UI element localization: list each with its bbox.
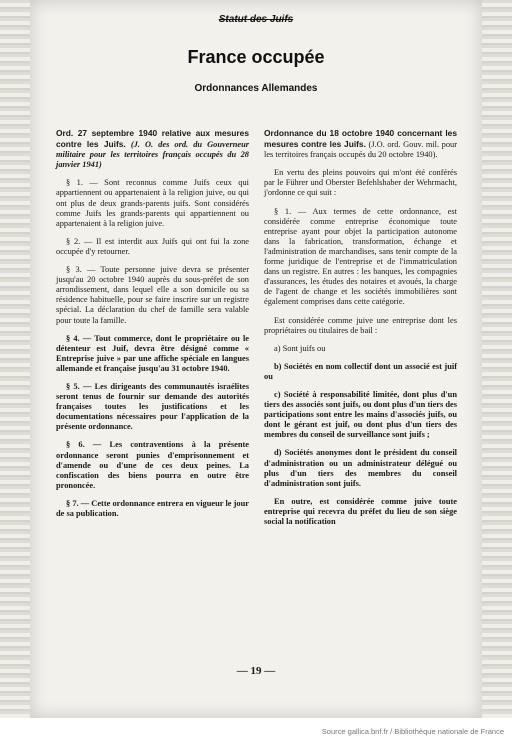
running-header: Statut des Juifs [218,14,294,25]
left-heading-bold: Ord. 27 septembre 1940 relative aux mesures contre les Juifs. [56,128,249,150]
left-paragraph: § 5. — Les dirigeants des communautés israélites seront tenus de fournir sur demande des autorités françaises toutes les justifications et les documentations nécessaires pour l'application de la présente ordonnance. [56,381,249,432]
left-paragraph: § 4. — Tout commerce, dont le propriétaire ou le détenteur est Juif, devra être désigné comme « Entreprise juive » par une affiche spéciale en langues allemande et française jusqu'au 31 octobre 1940. [56,333,249,373]
left-paragraph: § 1. — Sont reconnus comme Juifs ceux qui appartiennent ou appartenaient à la religion juive, ou qui ont plus de deux grands-parents juifs. Sont considérés comme Juifs les grands-parents qui appartiennent ou appartenaient à la religion juive. [56,178,249,228]
page-subtitle: Ordonnances Allemandes [194,83,318,94]
right-paragraph: b) Sociétés en nom collectif dont un associé est juif ou [264,361,457,381]
left-paragraph: § 2. — Il est interdit aux Juifs qui ont fui la zone occupée d'y retourner. [56,236,249,256]
right-paragraph: a) Sont juifs ou [274,343,326,353]
right-paragraph: En vertu des pleins pouvoirs qui m'ont été conférés par le Führer und Oberster Befehlshaber der Wehrmacht, j'ordonne ce qui suit : [264,168,457,198]
left-paragraph: § 6. — Les contraventions à la présente ordonnance seront punies d'emprisonnement et d'amende ou d'une de ces deux peines. La confiscation des biens pourra en outre être prononcée. [56,440,249,490]
right-heading [264,128,457,160]
right-heading-bold: Ordonnance du 18 octobre 1940 concernant les mesures contre les Juifs. [264,128,457,150]
left-heading [56,128,249,170]
left-heading-ref: (J. O. des ord. du Gouverneur militaire pour les territoires français occupés du 28 janvier 1941) [56,140,250,170]
scan-edge-left [0,0,30,718]
right-column [264,128,457,535]
left-paragraph: § 3. — Toute personne juive devra se présenter jusqu'au 20 octobre 1940 auprès du sous-préfet de son arrondissement, dans lequel elle a son domicile ou sa résidence habituelle, pour se faire inscrire sur un registre spécial. La déclaration du chef de famille sera valable pour toute la famille. [56,265,249,325]
right-paragraph: c) Société à responsabilité limitée, dont plus d'un tiers des associés sont juifs, ou dont plus d'un tiers des participations sont entre les mains d'associés juifs, ou dont le gérant est juif, ou dont plus d'un tiers des membres du conseil de surveillance sont juifs ; [264,389,457,440]
right-paragraph: § 1. — Aux termes de cette ordonnance, est considérée comme entreprise économique toute entreprise ayant pour objet la participation autonome dans la fabrication, transformation, échange et l'administration de marchandises, sans tenir compte de la forme juridique de l'entreprise et de l'immatriculation dans un registre. En autres : les banques, les compagnies d'assurances, les études des notaires et avoués, la charge de l'agent de change et les sociétés immobilières sont également comprises dans cette catégorie. [264,206,457,307]
page-title: France occupée [187,47,325,67]
right-paragraph: En outre, est considérée comme juive toute entreprise qui recevra du préfet du lieu de son siège social la notification [264,496,457,526]
scan-edge-right [482,0,512,718]
page-number: — 19 — [236,665,276,677]
right-paragraph: d) Sociétés anonymes dont le président du conseil d'administration ou un administrateur délégué ou plus d'un tiers des membres du conseil d'administration sont juifs. [264,448,457,488]
right-paragraph: Est considérée comme juive une entreprise dont les propriétaires ou titulaires de bail : [264,315,457,335]
left-paragraph: § 7. — Cette ordonnance entrera en vigueur le jour de sa publication. [56,498,249,518]
left-column [56,128,249,527]
source-note: Source gallica.bnf.fr / Bibliothèque nationale de France [321,727,504,736]
right-heading-ref: (J.O. ord. Gouv. mil. pour les territoires français occupés du 20 octobre 1940). [264,140,458,160]
